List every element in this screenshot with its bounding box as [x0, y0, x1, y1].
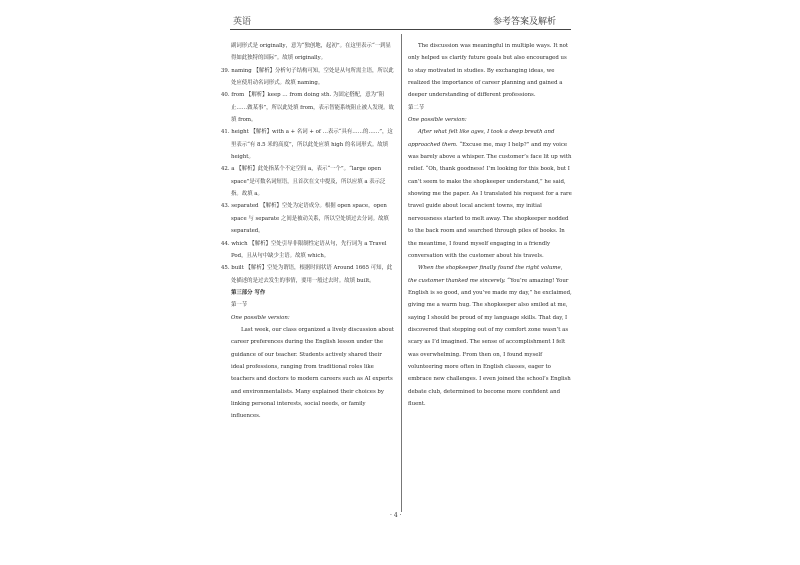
paragraph: The discussion was meaningful in multiple ways. It not only helped us clarify future goals but also encouraged us to stay motivated in studies. By exchanging ideas, we realized the importance of career planning and gained a deeper understanding of different professions.: [408, 43, 569, 99]
answer-item: 42. a 【解析】此处指某个不定空间 a，表示“一个”。“large open space”是可数名词短语，且首次在文中提及，所以应填 a 表示泛指。故填 a。: [221, 166, 386, 198]
answer-item: 44. which 【解析】空处引导非限制性定语从句，先行词为 a Travel Pod，且从句中缺少主语。故填 which。: [221, 240, 387, 259]
left-column: [221, 40, 395, 423]
answer-item: 45. built 【解析】空处为谓语，根据时间状语 Around 1665 可知，此处描述的是过去发生的事情，要用一般过去时。故填 built。: [221, 265, 393, 284]
column-divider: [401, 34, 402, 512]
right-column: [408, 40, 572, 410]
answer-item: 40. from 【解析】keep … from doing sth. 为固定搭配，意为“阻止……做某事”，所以此处填 from，表示智能系统阻止被人发现。故填 from。: [221, 92, 394, 124]
subsection-heading: 第一节: [231, 302, 248, 309]
subsection-heading: 第二节: [408, 104, 425, 111]
paragraph-body: “You’re amazing! Your English is so good, and you’ve made my day,” he exclaimed, giving me a warm hug. The shopkeeper also smiled at me, saying I should be proud of my language skills. That day, I discovered that stepping out of my comfort zone wasn’t as scary as I’d imagined. The sense of accomplishment I felt was overwhelming. From then on, I found myself volunteering more often in English classes, eager to embrace new challenges. I even joined the school’s English debate club, determined to become more confident and fluent.: [408, 277, 572, 407]
paragraph-lead: When the shopkeeper finally found the right volume, the customer thanked me sincerely.: [408, 265, 563, 284]
answer-item: 41. height 【解析】with a + 名词 + of …表示“具有……的……”，这里表示“有 8.5 米的高度”，所以此处应填 high 的名词形式。故填 height。: [221, 129, 393, 161]
page-number: · 4 ·: [390, 512, 402, 519]
paragraph-lead: After what felt like ages, I took a deep breath and approached them.: [408, 129, 555, 148]
header-divider: [230, 29, 571, 30]
section-heading: 第三部分 写作: [231, 289, 266, 296]
continued-text: 副词形式是 originally，意为“独创地，起初”。在这里表示“一到显得如此独特的国际”。故填 originally。: [231, 43, 391, 62]
paragraph-body: “Excuse me, may I help?” and my voice was barely above a whisper. The customer’s face lit up with relief. “Oh, thank goodness! I’m looking for this book, but I can’t seem to make the shopkeeper understand,” he said, showing me the paper. As I translated his request for a rare travel guide about local ancient towns, my initial nervousness started to melt away. The shopkeeper nodded to the back room and searched through piles of books. In the meantime, I found myself engaging in a friendly conversation with the customer about his travels.: [408, 141, 572, 259]
paragraph: [408, 126, 572, 262]
answer-item: 43. separated 【解析】空处为定语成分。根据 open space，open space 与 separate 之间是被动关系，所以空处填过去分词。故填 separated。: [221, 203, 389, 235]
header-subject: 英语: [233, 17, 252, 27]
paragraph: Last week, our class organized a lively discussion about career preferences during the English lesson under the guidance of our teacher. Students actively shared their ideal professions, ranging from traditional roles like teachers and doctors to modern careers such as AI experts and environmentalists. Many explained their choices by linking personal interests, social needs, or family influences.: [231, 326, 394, 420]
header-section-title: 参考答案及解析: [493, 17, 557, 27]
answer-item: 39. naming 【解析】分析句子结构可知，空处是从句所需主语，所以此处应使用动名词形式。故填 naming。: [221, 67, 394, 87]
version-label: One possible version:: [408, 117, 467, 124]
version-label: One possible version:: [231, 314, 290, 321]
paragraph: [408, 262, 572, 410]
